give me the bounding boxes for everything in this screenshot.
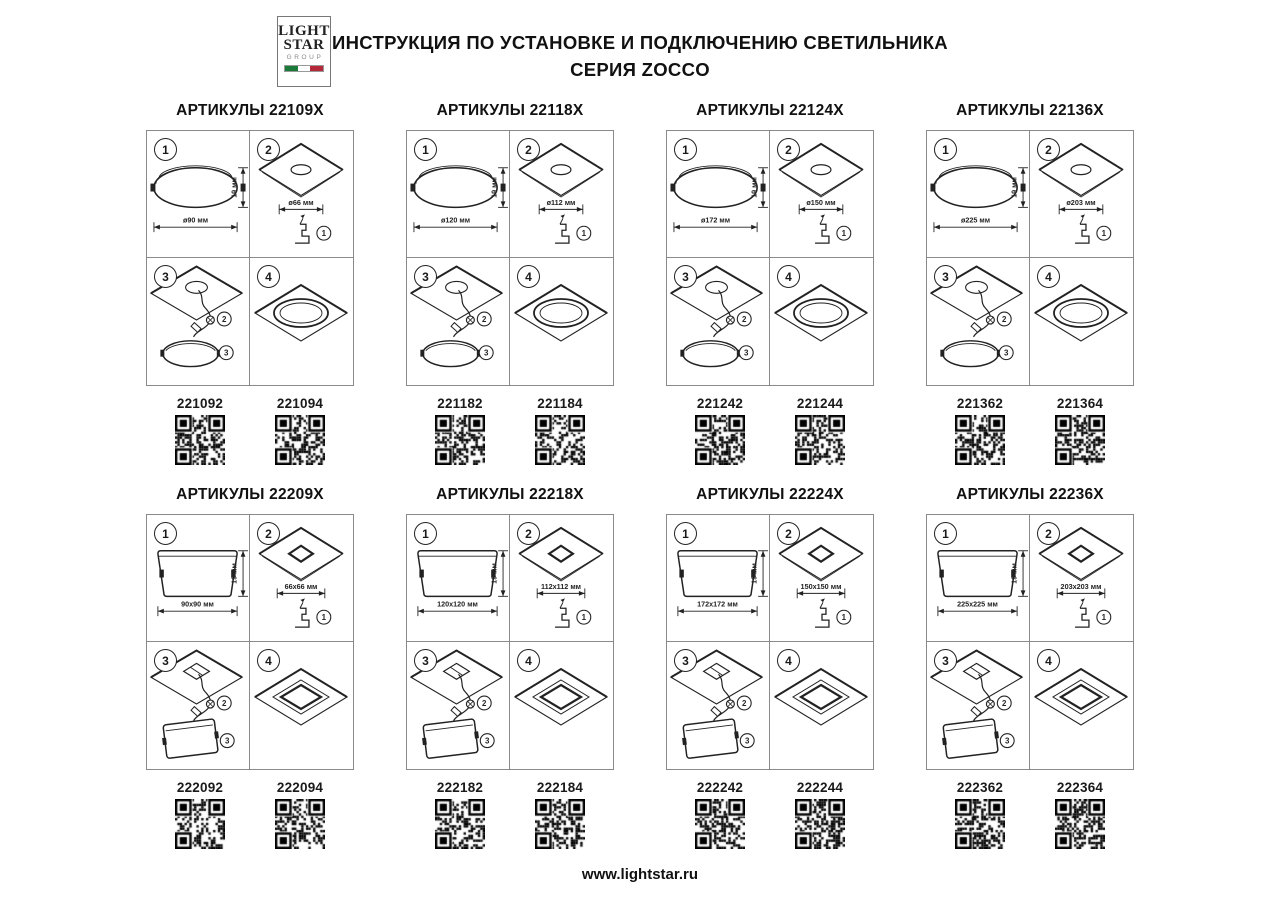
cut-callout-number: 1 <box>581 613 587 623</box>
article-number: 222362 <box>956 780 1004 795</box>
instruction-steps-grid <box>406 514 614 770</box>
article-number: 221184 <box>537 396 583 411</box>
cutout-dimension-label: ø66 мм <box>288 197 314 207</box>
step-cell-installed <box>1030 642 1133 769</box>
mount-callout-number: 3 <box>485 736 490 746</box>
product-panel-round <box>146 102 354 470</box>
step-2-badge: 2 <box>517 522 540 545</box>
step-cell-dimensions <box>667 515 770 642</box>
product-panel-round <box>406 102 614 470</box>
wire-callout-number: 2 <box>222 698 227 708</box>
cut-callout-number: 1 <box>1101 229 1107 239</box>
step-1-badge: 1 <box>934 138 957 161</box>
mount-callout-number: 3 <box>745 736 750 746</box>
instruction-steps-grid <box>926 514 1134 770</box>
article-item <box>166 396 234 470</box>
instruction-steps-grid <box>146 514 354 770</box>
qr-code <box>795 415 845 465</box>
article-item <box>426 396 494 470</box>
wire-callout-number: 2 <box>222 314 227 324</box>
panel-title: АРТИКУЛЫ 22218X <box>436 486 584 503</box>
article-list <box>926 396 1134 470</box>
wire-callout-number: 2 <box>1002 314 1007 324</box>
step-cell-dimensions <box>667 131 770 258</box>
width-dimension-label: ø172 мм <box>700 215 731 225</box>
step-2-badge: 2 <box>257 138 280 161</box>
article-item <box>946 396 1014 470</box>
panel-title: АРТИКУЛЫ 22109X <box>176 102 324 119</box>
step-1-badge: 1 <box>414 138 437 161</box>
qr-code <box>435 415 485 465</box>
step-4-badge: 4 <box>1037 265 1060 288</box>
step-1-badge: 1 <box>674 522 697 545</box>
step-cell-wiring <box>147 642 250 769</box>
panel-title: АРТИКУЛЫ 22124X <box>696 102 844 119</box>
article-item <box>946 780 1014 854</box>
article-number: 221244 <box>796 396 844 411</box>
step-1-badge: 1 <box>414 522 437 545</box>
qr-code <box>435 799 485 849</box>
instruction-steps-grid <box>926 130 1134 386</box>
step-cell-installed <box>770 258 873 385</box>
step-cell-cutout <box>1030 515 1133 642</box>
cut-callout-number: 1 <box>841 613 847 623</box>
page-title-line-2: СЕРИЯ ZOCCO <box>570 59 710 80</box>
article-list <box>406 396 614 470</box>
step-cell-installed <box>510 642 613 769</box>
article-number: 222092 <box>176 780 224 795</box>
width-dimension-label: ø120 мм <box>440 215 471 225</box>
article-number: 222184 <box>536 780 584 795</box>
step-cell-cutout <box>250 131 353 258</box>
article-number: 221242 <box>696 396 744 411</box>
step-3-badge: 3 <box>154 649 177 672</box>
instruction-steps-grid <box>146 130 354 386</box>
article-item <box>686 780 754 854</box>
cutout-dimension-label: 66x66 мм <box>284 581 318 591</box>
logo-word-light: LIGHT <box>278 23 330 39</box>
step-cell-dimensions <box>147 131 250 258</box>
product-panel-square <box>406 486 614 854</box>
step-cell-installed <box>250 258 353 385</box>
height-dimension-label: 19 мм <box>749 177 759 198</box>
panel-title: АРТИКУЛЫ 22209X <box>176 486 324 503</box>
panel-row-2 <box>0 486 1280 854</box>
cutout-dimension-label: ø150 мм <box>806 197 836 207</box>
article-item <box>1046 780 1114 854</box>
step-2-badge: 2 <box>777 522 800 545</box>
article-number: 221362 <box>956 396 1004 411</box>
article-list <box>926 780 1134 854</box>
cutout-dimension-label: ø112 мм <box>546 197 576 207</box>
article-item <box>166 780 234 854</box>
article-item <box>426 780 494 854</box>
page-title <box>0 29 1280 83</box>
step-cell-dimensions <box>407 131 510 258</box>
step-cell-wiring <box>927 642 1030 769</box>
step-1-badge: 1 <box>934 522 957 545</box>
article-item <box>526 780 594 854</box>
article-number: 221094 <box>276 396 324 411</box>
step-cell-wiring <box>927 258 1030 385</box>
step-cell-dimensions <box>927 515 1030 642</box>
article-number: 221092 <box>176 396 224 411</box>
step-1-badge: 1 <box>154 522 177 545</box>
cut-callout-number: 1 <box>581 229 587 239</box>
step-cell-wiring <box>407 642 510 769</box>
qr-code <box>1055 799 1105 849</box>
article-list <box>666 396 874 470</box>
step-cell-cutout <box>1030 131 1133 258</box>
step-2-badge: 2 <box>1037 138 1060 161</box>
height-dimension-label: 19 мм <box>229 563 239 584</box>
cut-callout-number: 1 <box>321 229 327 239</box>
wire-callout-number: 2 <box>1002 698 1007 708</box>
step-2-badge: 2 <box>257 522 280 545</box>
instruction-steps-grid <box>666 514 874 770</box>
qr-code <box>275 799 325 849</box>
article-number: 222364 <box>1056 780 1104 795</box>
step-3-badge: 3 <box>674 265 697 288</box>
wire-callout-number: 2 <box>482 314 487 324</box>
step-cell-wiring <box>407 258 510 385</box>
step-3-badge: 3 <box>414 265 437 288</box>
step-4-badge: 4 <box>517 649 540 672</box>
step-3-badge: 3 <box>934 265 957 288</box>
step-4-badge: 4 <box>257 265 280 288</box>
step-cell-dimensions <box>407 515 510 642</box>
cutout-dimension-label: 203x203 мм <box>1060 581 1102 591</box>
step-cell-wiring <box>667 642 770 769</box>
step-3-badge: 3 <box>154 265 177 288</box>
article-list <box>666 780 874 854</box>
qr-code <box>275 415 325 465</box>
qr-code <box>955 799 1005 849</box>
width-dimension-label: 90x90 мм <box>181 599 214 609</box>
article-list <box>146 396 354 470</box>
height-dimension-label: 19 мм <box>749 563 759 584</box>
instruction-steps-grid <box>406 130 614 386</box>
step-cell-installed <box>770 642 873 769</box>
article-list <box>406 780 614 854</box>
wire-callout-number: 2 <box>482 698 487 708</box>
qr-code <box>535 799 585 849</box>
qr-code <box>695 799 745 849</box>
step-3-badge: 3 <box>934 649 957 672</box>
step-1-badge: 1 <box>154 138 177 161</box>
qr-code <box>535 415 585 465</box>
step-cell-installed <box>250 642 353 769</box>
step-4-badge: 4 <box>777 265 800 288</box>
step-4-badge: 4 <box>777 649 800 672</box>
mount-callout-number: 3 <box>225 736 230 746</box>
step-cell-cutout <box>770 131 873 258</box>
article-number: 222244 <box>796 780 844 795</box>
step-cell-cutout <box>510 515 613 642</box>
step-cell-installed <box>510 258 613 385</box>
step-cell-wiring <box>667 258 770 385</box>
cut-callout-number: 1 <box>321 613 327 623</box>
footer-url: www.lightstar.ru <box>581 866 699 883</box>
mount-callout-number: 3 <box>484 348 489 358</box>
cutout-dimension-label: 112x112 мм <box>540 581 582 591</box>
article-item <box>266 396 334 470</box>
width-dimension-label: ø225 мм <box>960 215 991 225</box>
article-number: 221182 <box>437 396 483 411</box>
article-item <box>526 396 594 470</box>
height-dimension-label: 19 мм <box>229 177 239 198</box>
article-item <box>786 396 854 470</box>
mount-callout-number: 3 <box>744 348 749 358</box>
width-dimension-label: ø90 мм <box>182 215 209 225</box>
qr-code <box>1055 415 1105 465</box>
qr-code <box>695 415 745 465</box>
mount-callout-number: 3 <box>1005 736 1010 746</box>
qr-code <box>175 799 225 849</box>
width-dimension-label: 172x172 мм <box>697 599 738 609</box>
product-panel-square <box>926 486 1134 854</box>
step-3-badge: 3 <box>414 649 437 672</box>
step-cell-cutout <box>770 515 873 642</box>
product-panel-square <box>146 486 354 854</box>
step-cell-cutout <box>510 131 613 258</box>
step-4-badge: 4 <box>517 265 540 288</box>
width-dimension-label: 120x120 мм <box>437 599 478 609</box>
product-panel-round <box>926 102 1134 470</box>
instruction-steps-grid <box>666 130 874 386</box>
step-1-badge: 1 <box>674 138 697 161</box>
page-title-line-1: ИНСТРУКЦИЯ ПО УСТАНОВКЕ И ПОДКЛЮЧЕНИЮ СВЕТИЛЬНИКА <box>332 32 948 53</box>
article-item <box>686 396 754 470</box>
article-number: 222182 <box>436 780 484 795</box>
cut-callout-number: 1 <box>1101 613 1107 623</box>
product-panel-square <box>666 486 874 854</box>
step-2-badge: 2 <box>517 138 540 161</box>
qr-code <box>795 799 845 849</box>
panel-row-1 <box>0 102 1280 470</box>
cutout-dimension-label: ø203 мм <box>1066 197 1096 207</box>
step-cell-dimensions <box>927 131 1030 258</box>
qr-code <box>955 415 1005 465</box>
step-cell-cutout <box>250 515 353 642</box>
article-number: 222242 <box>696 780 744 795</box>
mount-callout-number: 3 <box>224 348 229 358</box>
width-dimension-label: 225x225 мм <box>957 599 998 609</box>
logo-word-group: GROUP <box>286 54 324 61</box>
article-list <box>146 780 354 854</box>
article-item <box>266 780 334 854</box>
mount-callout-number: 3 <box>1004 348 1009 358</box>
product-panel-round <box>666 102 874 470</box>
height-dimension-label: 19 мм <box>1009 563 1019 584</box>
article-number: 221364 <box>1056 396 1104 411</box>
cutout-dimension-label: 150x150 мм <box>800 581 842 591</box>
wire-callout-number: 2 <box>742 314 747 324</box>
wire-callout-number: 2 <box>742 698 747 708</box>
height-dimension-label: 19 мм <box>489 563 499 584</box>
height-dimension-label: 19 мм <box>489 177 499 198</box>
panel-title: АРТИКУЛЫ 22136X <box>956 102 1104 119</box>
step-4-badge: 4 <box>257 649 280 672</box>
step-2-badge: 2 <box>1037 522 1060 545</box>
height-dimension-label: 19 мм <box>1009 177 1019 198</box>
step-4-badge: 4 <box>1037 649 1060 672</box>
article-item <box>786 780 854 854</box>
qr-code <box>175 415 225 465</box>
step-cell-wiring <box>147 258 250 385</box>
step-3-badge: 3 <box>674 649 697 672</box>
step-cell-installed <box>1030 258 1133 385</box>
article-number: 222094 <box>276 780 324 795</box>
panel-title: АРТИКУЛЫ 22118X <box>436 102 584 119</box>
panel-title: АРТИКУЛЫ 22224X <box>696 486 844 503</box>
logo-word-star: STAR <box>283 37 325 53</box>
step-cell-dimensions <box>147 515 250 642</box>
cut-callout-number: 1 <box>841 229 847 239</box>
step-2-badge: 2 <box>777 138 800 161</box>
article-item <box>1046 396 1114 470</box>
panel-title: АРТИКУЛЫ 22236X <box>956 486 1104 503</box>
